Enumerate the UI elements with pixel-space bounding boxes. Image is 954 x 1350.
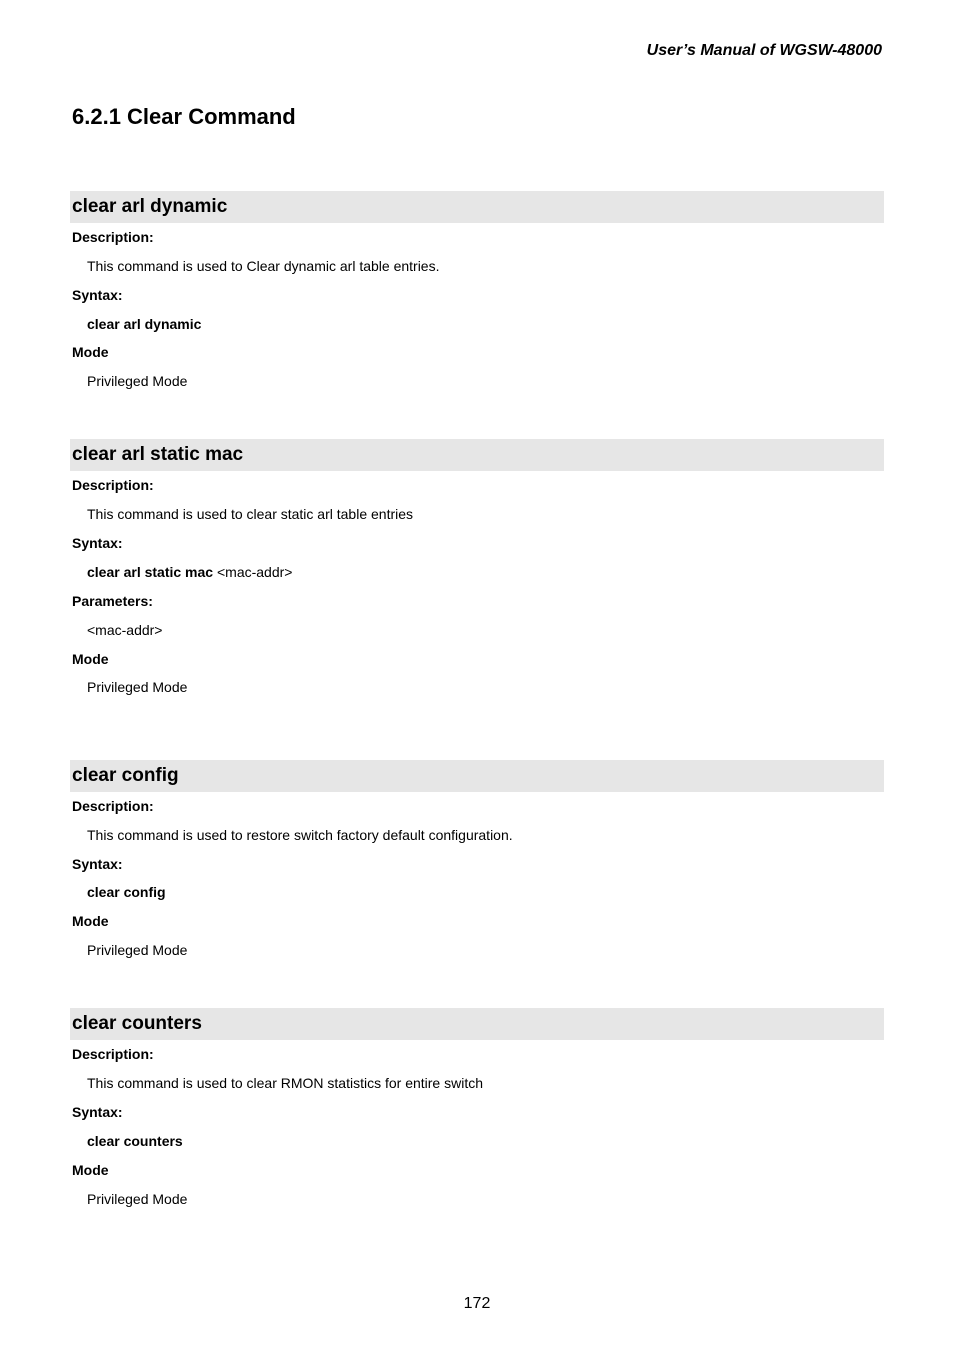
mode-label: Mode [72, 651, 109, 667]
description-label: Description: [72, 1046, 154, 1062]
mode-text: Privileged Mode [87, 942, 188, 958]
mode-label: Mode [72, 913, 109, 929]
mode-label: Mode [72, 1162, 109, 1178]
syntax-command: clear config [87, 884, 166, 900]
syntax-label: Syntax: [72, 287, 123, 303]
syntax-args: <mac-addr> [213, 564, 293, 580]
mode-label: Mode [72, 344, 109, 360]
command-title: clear arl static mac [70, 439, 884, 471]
syntax-label: Syntax: [72, 856, 123, 872]
syntax-label: Syntax: [72, 1104, 123, 1120]
command-block-clear-arl-static-mac [70, 439, 884, 695]
description-text: This command is used to restore switch factory default configuration. [87, 827, 513, 843]
description-label: Description: [72, 229, 154, 245]
description-text: This command is used to Clear dynamic arl table entries. [87, 258, 440, 274]
description-label: Description: [72, 798, 154, 814]
manual-header: User’s Manual of WGSW-48000 [646, 42, 882, 59]
description-text: This command is used to clear static arl table entries [87, 506, 414, 522]
command-block-clear-arl-dynamic [70, 191, 884, 389]
command-block-clear-counters [70, 1008, 884, 1207]
page-number: 172 [463, 1295, 491, 1312]
syntax-label: Syntax: [72, 535, 123, 551]
parameters-text: <mac-addr> [87, 622, 163, 638]
parameters-label: Parameters: [72, 593, 153, 609]
syntax-command: clear arl static mac [87, 564, 214, 580]
syntax-line [87, 884, 166, 900]
mode-text: Privileged Mode [87, 373, 188, 389]
command-title: clear config [70, 760, 884, 792]
syntax-line [87, 316, 201, 332]
command-block-clear-config [70, 760, 884, 958]
syntax-line [87, 564, 292, 580]
command-title: clear arl dynamic [70, 191, 884, 223]
syntax-line [87, 1133, 183, 1149]
syntax-command: clear counters [87, 1133, 183, 1149]
section-title: 6.2.1 Clear Command [72, 104, 296, 129]
description-text: This command is used to clear RMON statistics for entire switch [87, 1075, 484, 1091]
command-title: clear counters [70, 1008, 884, 1040]
mode-text: Privileged Mode [87, 1191, 188, 1207]
description-label: Description: [72, 477, 154, 493]
syntax-command: clear arl dynamic [87, 316, 202, 332]
mode-text: Privileged Mode [87, 679, 188, 695]
